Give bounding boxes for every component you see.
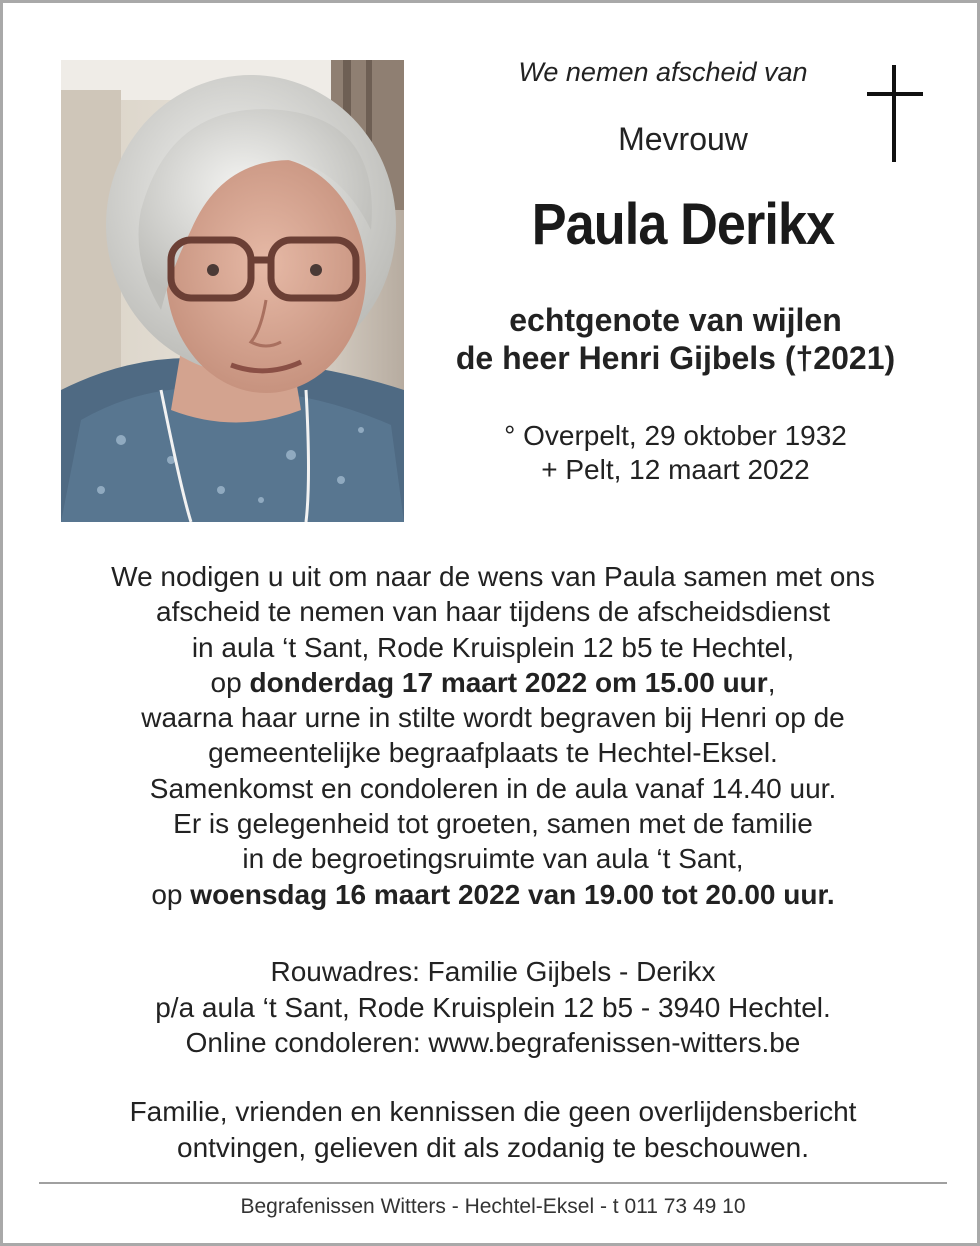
deceased-name: Paula Derikx	[531, 192, 835, 257]
relation-line-2: de heer Henri Gijbels (†2021)	[455, 340, 896, 376]
body-line: in aula ‘t Sant, Rode Kruisplein 12 b5 te Hechtel,	[191, 631, 795, 663]
body-line: gemeentelijke begraafplaats te Hechtel-Eksel.	[208, 737, 778, 769]
mourning-address: Rouwadres: Familie Gijbels - Derikx	[270, 956, 716, 987]
dates-block	[423, 419, 928, 487]
body-line-prefix: op	[151, 878, 191, 910]
body-line-suffix: ,	[767, 666, 776, 698]
body-line: We nodigen u uit om naar de wens van Paula samen met ons	[111, 561, 875, 592]
intro-text: We nemen afscheid van	[518, 57, 808, 87]
body-line: afscheid te nemen van haar tijdens de afscheidsdienst	[156, 596, 830, 628]
body-line	[43, 665, 943, 700]
relation-block	[423, 301, 928, 377]
service-datetime: donderdag 17 maart 2022 om 15.00 uur	[249, 666, 768, 698]
birth-date: ° Overpelt, 29 oktober 1932	[504, 420, 847, 451]
invitation-text	[43, 559, 943, 912]
visitation-datetime: woensdag 16 maart 2022 van 19.00 tot 20.00 uur.	[190, 878, 835, 910]
honorific: Mevrouw	[618, 121, 748, 157]
online-condolence: Online condoleren: www.begrafenissen-witters.be	[185, 1027, 801, 1058]
body-line: Samenkomst en condoleren in de aula vanaf 14.40 uur.	[149, 772, 837, 804]
notice-block	[43, 1094, 943, 1166]
footer-divider	[39, 1182, 947, 1184]
notice-line: Familie, vrienden en kennissen die geen overlijdensbericht	[129, 1096, 857, 1127]
relation-line-1: echtgenote van wijlen	[509, 302, 842, 338]
body-line: Er is gelegenheid tot groeten, samen met de familie	[173, 808, 813, 840]
notice-line: ontvingen, gelieven dit als zodanig te beschouwen.	[177, 1132, 809, 1163]
body-line	[43, 877, 943, 912]
address-detail: p/a aula ‘t Sant, Rode Kruisplein 12 b5 - 3940 Hechtel.	[155, 991, 831, 1023]
death-date: + Pelt, 12 maart 2022	[541, 454, 810, 485]
body-line: in de begroetingsruimte van aula ‘t Sant,	[242, 843, 744, 875]
address-block	[43, 954, 943, 1061]
body-line-prefix: op	[210, 666, 250, 698]
funeral-home-footer: Begrafenissen Witters - Hechtel-Eksel - t 011 73 49 10	[240, 1195, 746, 1218]
body-line: waarna haar urne in stilte wordt begraven bij Henri op de	[141, 702, 845, 734]
portrait-photo	[61, 60, 404, 522]
